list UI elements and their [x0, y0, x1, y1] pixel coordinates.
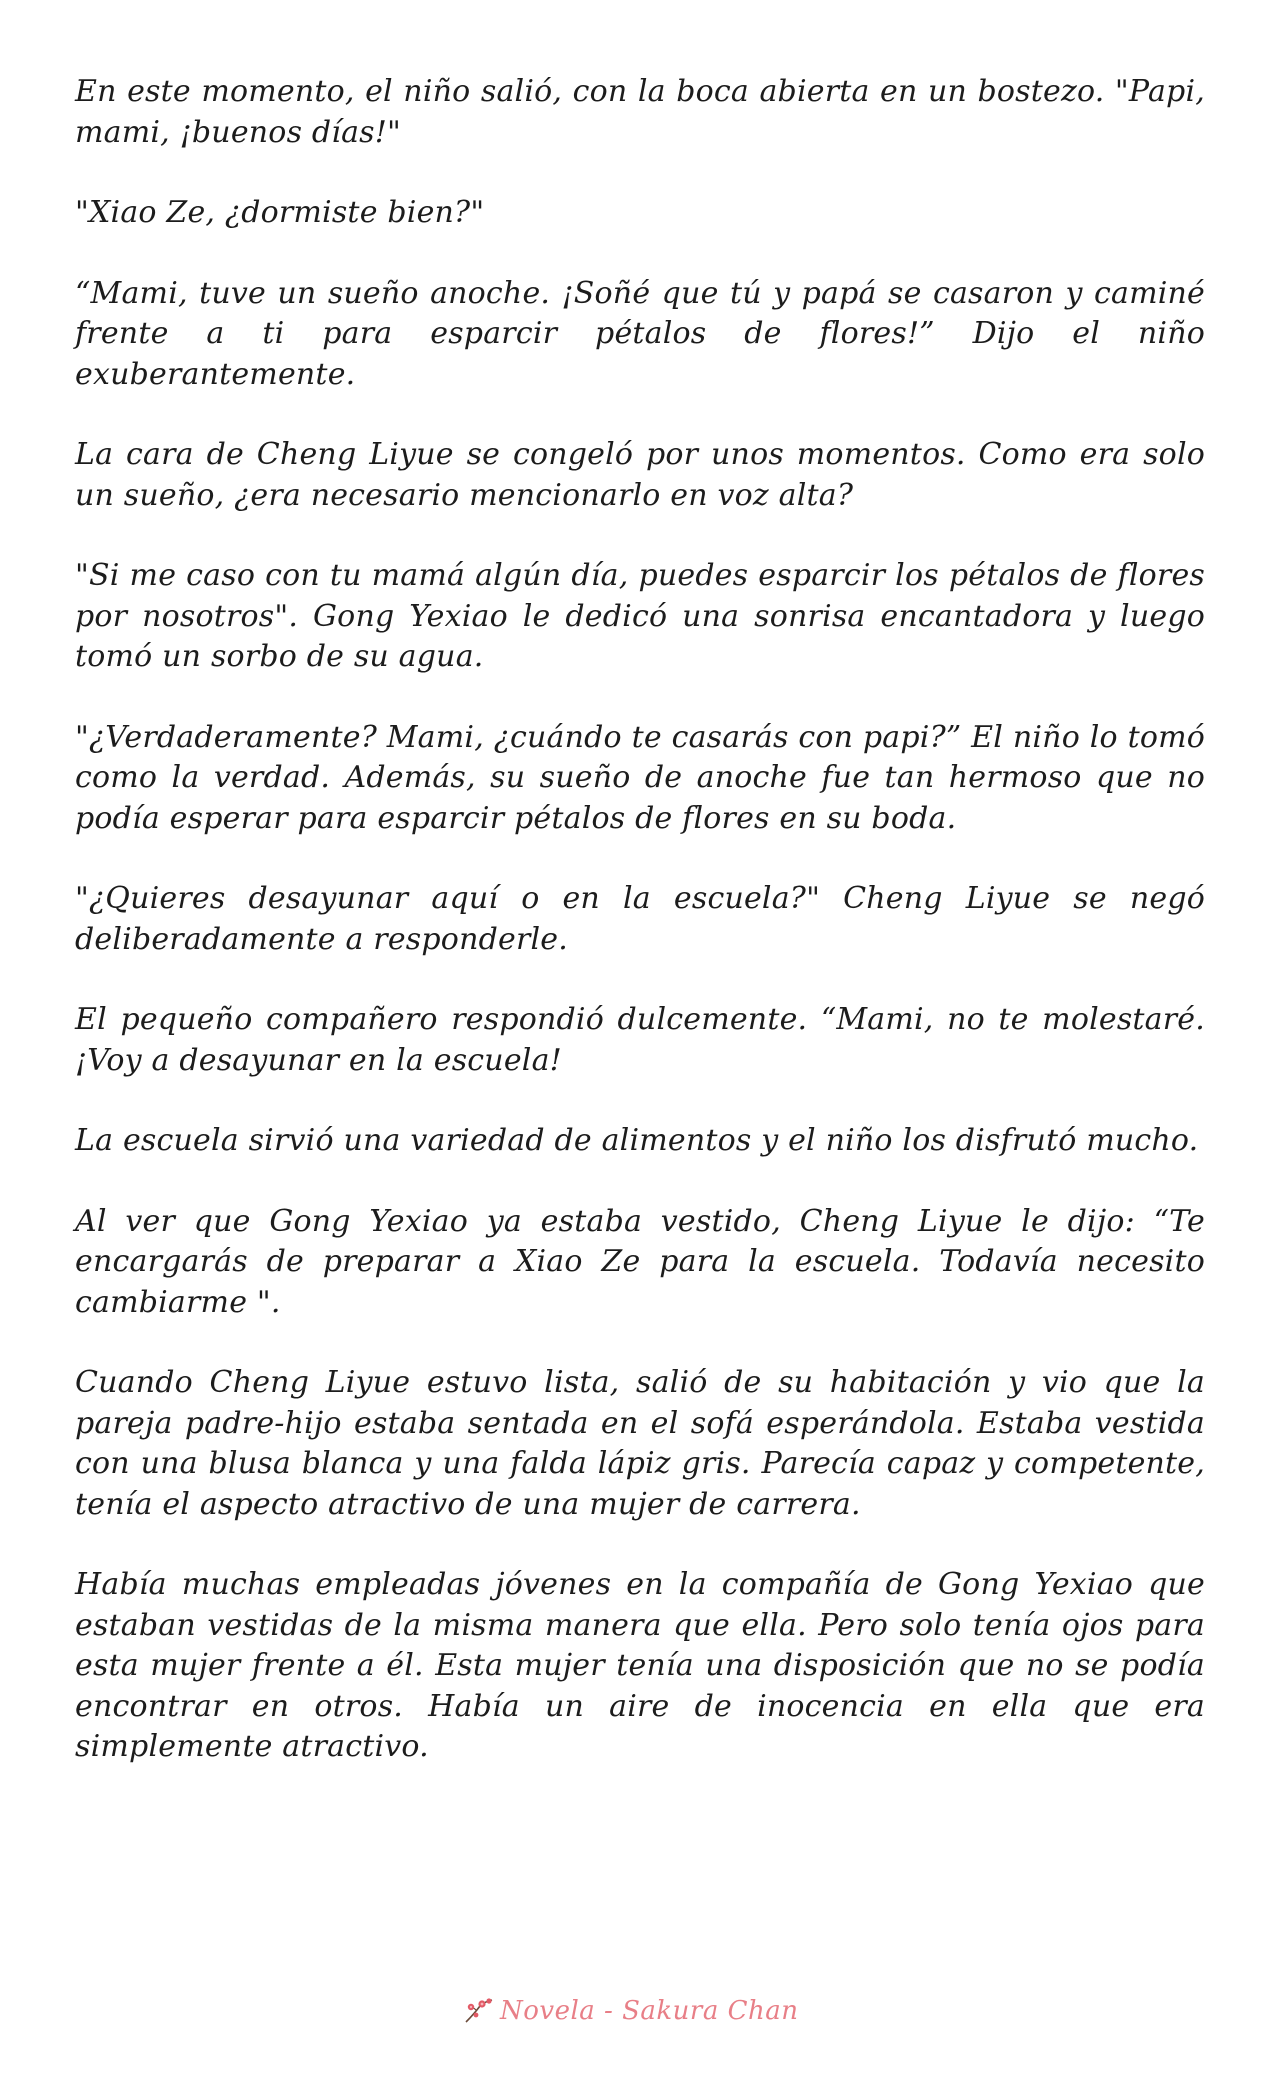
paragraph: “Mami, tuve un sueño anoche. ¡Soñé que tú y papá se casaron y caminé frente a ti para esparcir pétalos de flores!” Dijo el niño exuberantemente.	[75, 275, 1205, 392]
paragraph: "¿Quieres desayunar aquí o en la escuela?" Cheng Liyue se negó deliberadamente a responderle.	[75, 881, 1205, 957]
paragraph: El pequeño compañero respondió dulcemente. “Mami, no te molestaré. ¡Voy a desayunar en la escuela!	[75, 1002, 1205, 1078]
paragraph: "Xiao Ze, ¿dormiste bien?"	[75, 195, 485, 230]
paragraph: "¿Verdaderamente? Mami, ¿cuándo te casarás con papi?” El niño lo tomó como la verdad. Además, su sueño de anoche fue tan hermoso que no podía esperar para esparcir pétalos de flores en su boda.	[75, 719, 1205, 836]
paragraph: Había muchas empleadas jóvenes en la compañía de Gong Yexiao que estaban vestidas de la misma manera que ella. Pero solo tenía ojos para esta mujer frente a él. Esta mujer tenía una disposición que no se podía encontrar en otros. Había un aire de inocencia en ella que era simplemente atractivo.	[75, 1567, 1205, 1764]
footer-brand-text: Novela - Sakura Chan	[500, 1996, 799, 2026]
paragraph: "Si me caso con tu mamá algún día, puedes esparcir los pétalos de flores por nosotros". Gong Yexiao le dedicó una sonrisa encantadora y luego tomó un sorbo de su agua.	[75, 558, 1205, 674]
paragraph: Cuando Cheng Liyue estuvo lista, salió de su habitación y vio que la pareja padre-hijo estaba sentada en el sofá esperándola. Estaba vestida con una blusa blanca y una falda lápiz gris. Parecía capaz y competente, tenía el aspecto atractivo de una mujer de carrera.	[75, 1365, 1205, 1522]
footer-watermark	[462, 1994, 799, 2028]
paragraph: En este momento, el niño salió, con la boca abierta en un bostezo. "Papi, mami, ¡buenos días!"	[75, 74, 1205, 150]
document-body	[75, 72, 1205, 1808]
paragraph: La cara de Cheng Liyue se congeló por unos momentos. Como era solo un sueño, ¿era necesario mencionarlo en voz alta?	[75, 437, 1205, 513]
paragraph: Al ver que Gong Yexiao ya estaba vestido, Cheng Liyue le dijo: “Te encargarás de preparar a Xiao Ze para la escuela. Todavía necesito cambiarme ".	[75, 1203, 1205, 1320]
paragraph: La escuela sirvió una variedad de alimentos y el niño los disfrutó mucho.	[75, 1123, 1199, 1158]
cherry-blossom-icon	[462, 1996, 496, 2026]
